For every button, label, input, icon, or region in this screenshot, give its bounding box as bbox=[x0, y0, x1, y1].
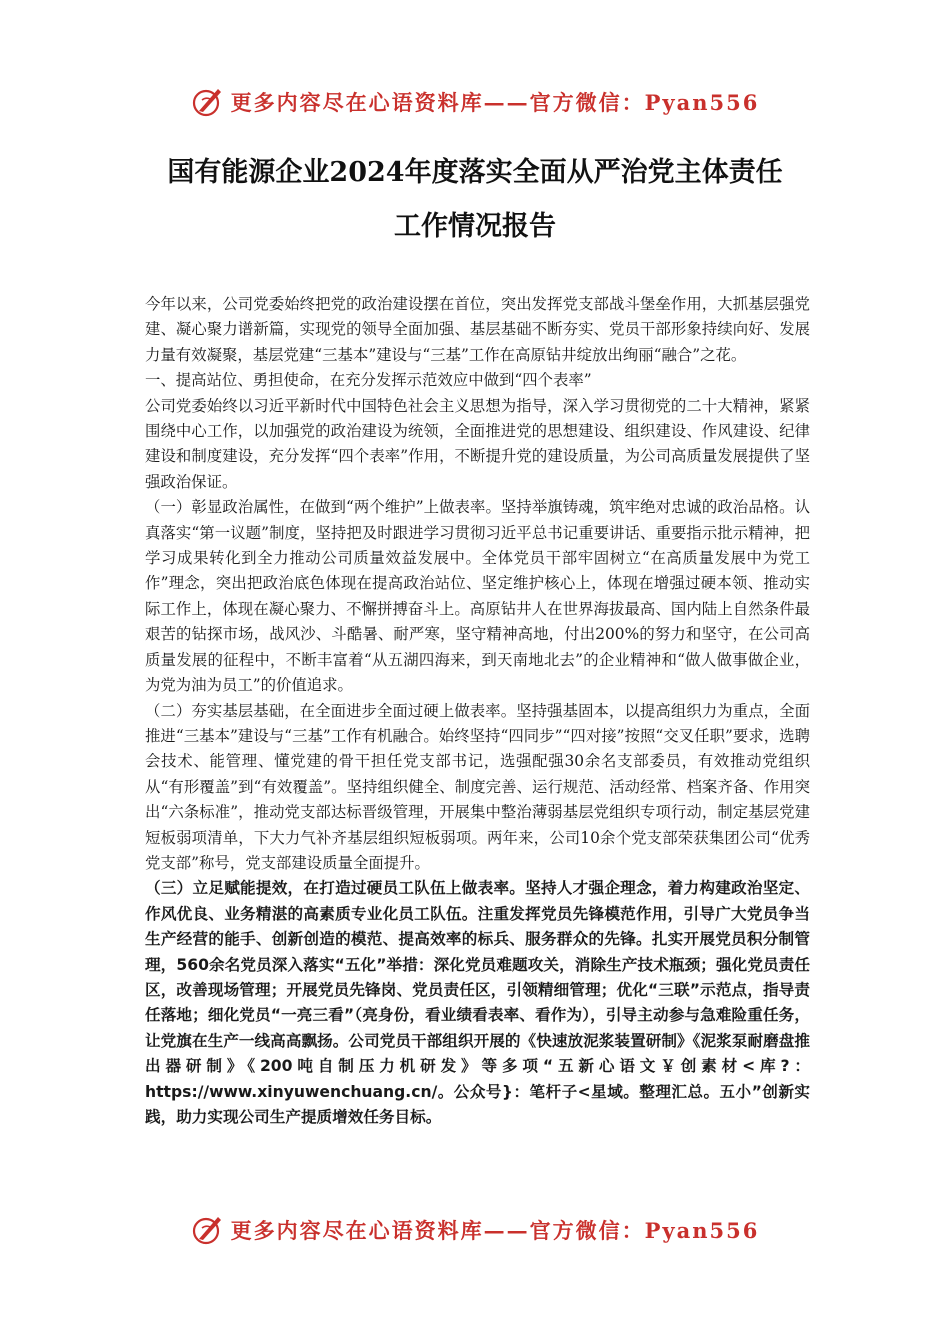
paragraph-intro: 今年以来，公司党委始终把党的政治建设摆在首位，突出发挥党支部战斗堡垒作用，大抓基层强党建、凝心聚力谱新篇，实现党的领导全面加强、基层基础不断夯实、党员干部形象持续向好、发展力量有效凝聚，基层党建“三基本”建设与“三基”工作在高原钻井绽放出绚丽“融合”之花。 bbox=[145, 295, 810, 364]
quill-logo-icon bbox=[191, 85, 225, 119]
paragraph-subsection-3: （三）立足赋能提效，在打造过硬员工队伍上做表率。坚持人才强企理念，着力构建政治坚定、作风优良、业务精湛的高素质专业化员工队伍。注重发挥党员先锋模范作用，引导广大党员争当生产经营的能手、创新创造的模范、提高效率的标兵、服务群众的先锋。扎实开展党员积分制管理，560余名党员深入落实“五化”举措：深化党员难题攻关，消除生产技术瓶颈；强化党员责任区，改善现场管理；开展党员先锋岗、党员责任区，引领精细管理；优化“三联”示范点，指导责任落地；细化党员“一亮三看”（亮身份，看业绩看表率、看作为），引导主动参与急难险重任务，让党旗在生产一线高高飘扬。公司党员干部组织开展的《快速放泥浆装置研制》《泥浆泵耐磨盘推出器研制》《200吨自制压力机研发》等多项“五新心语文￥创素材<库?：https://www.xinyuwenchuang.cn/。公众号}：笔杆子<星域。整理汇总。五小”创新实践，助力实现公司生产提质增效任务目标。 bbox=[145, 879, 810, 1126]
watermark-header bbox=[0, 80, 950, 124]
watermark-footer bbox=[0, 1208, 950, 1252]
watermark-text: 更多内容尽在心语资料库——官方微信：Pyan556 bbox=[230, 1218, 760, 1243]
section-heading-1: 一、提高站位、勇担使命，在充分发挥示范效应中做到“四个表率” bbox=[145, 371, 592, 390]
document-title bbox=[100, 146, 850, 254]
paragraph-subsection-2: （二）夯实基层基础，在全面进步全面过硬上做表率。坚持强基固本，以提高组织力为重点，全面推进“三基本”建设与“三基”工作有机融合。始终坚持“四同步”“四对接”按照“交叉任职”要求，选聘会技术、能管理、懂党建的骨干担任党支部书记，选强配强30余名支部委员，有效推动党组织从“有形覆盖”到“有效覆盖”。坚持组织健全、制度完善、运行规范、活动经常、档案齐备、作用突出“六条标准”，推动党支部达标晋级管理，开展集中整治薄弱基层党组织专项行动，制定基层党建短板弱项清单，下大力气补齐基层组织短板弱项。两年来，公司10余个党支部荣获集团公司“优秀党支部”称号，党支部建设质量全面提升。 bbox=[145, 701, 810, 872]
title-line-1: 国有能源企业2024年度落实全面从严治党主体责任 bbox=[167, 157, 783, 188]
paragraph-subsection-1: （一）彰显政治属性，在做到“两个维护”上做表率。坚持举旗铸魂，筑牢绝对忠诚的政治品格。认真落实“第一议题”制度，坚持把及时跟进学习贯彻习近平总书记重要讲话、重要指示批示精神，把学习成果转化到全力推动公司质量效益发展中。全体党员干部牢固树立“在高质量发展中为党工作”理念，突出把政治底色体现在提高政治站位、坚定维护核心上，体现在增强过硬本领、推动实际工作上，体现在凝心聚力、不懈拼搏奋斗上。高原钻井人在世界海拔最高、国内陆上自然条件最艰苦的钻探市场，战风沙、斗酷暑、耐严寒，坚守精神高地，付出200%的努力和坚守，在公司高质量发展的征程中，不断丰富着“从五湖四海来，到天南地北去”的企业精神和“做人做事做企业，为党为油为员工”的价值追求。 bbox=[145, 498, 810, 695]
document-body bbox=[145, 292, 810, 1130]
quill-logo-icon bbox=[191, 1213, 225, 1247]
paragraph-section-1: 公司党委始终以习近平新时代中国特色社会主义思想为指导，深入学习贯彻党的二十大精神，紧紧围绕中心工作，以加强党的政治建设为统领，全面推进党的思想建设、组织建设、作风建设、纪律建设和制度建设，充分发挥“四个表率”作用，不断提升党的建设质量，为公司高质量发展提供了坚强政治保证。 bbox=[145, 396, 810, 491]
title-line-2: 工作情况报告 bbox=[394, 211, 556, 242]
watermark-text: 更多内容尽在心语资料库——官方微信：Pyan556 bbox=[230, 90, 760, 115]
